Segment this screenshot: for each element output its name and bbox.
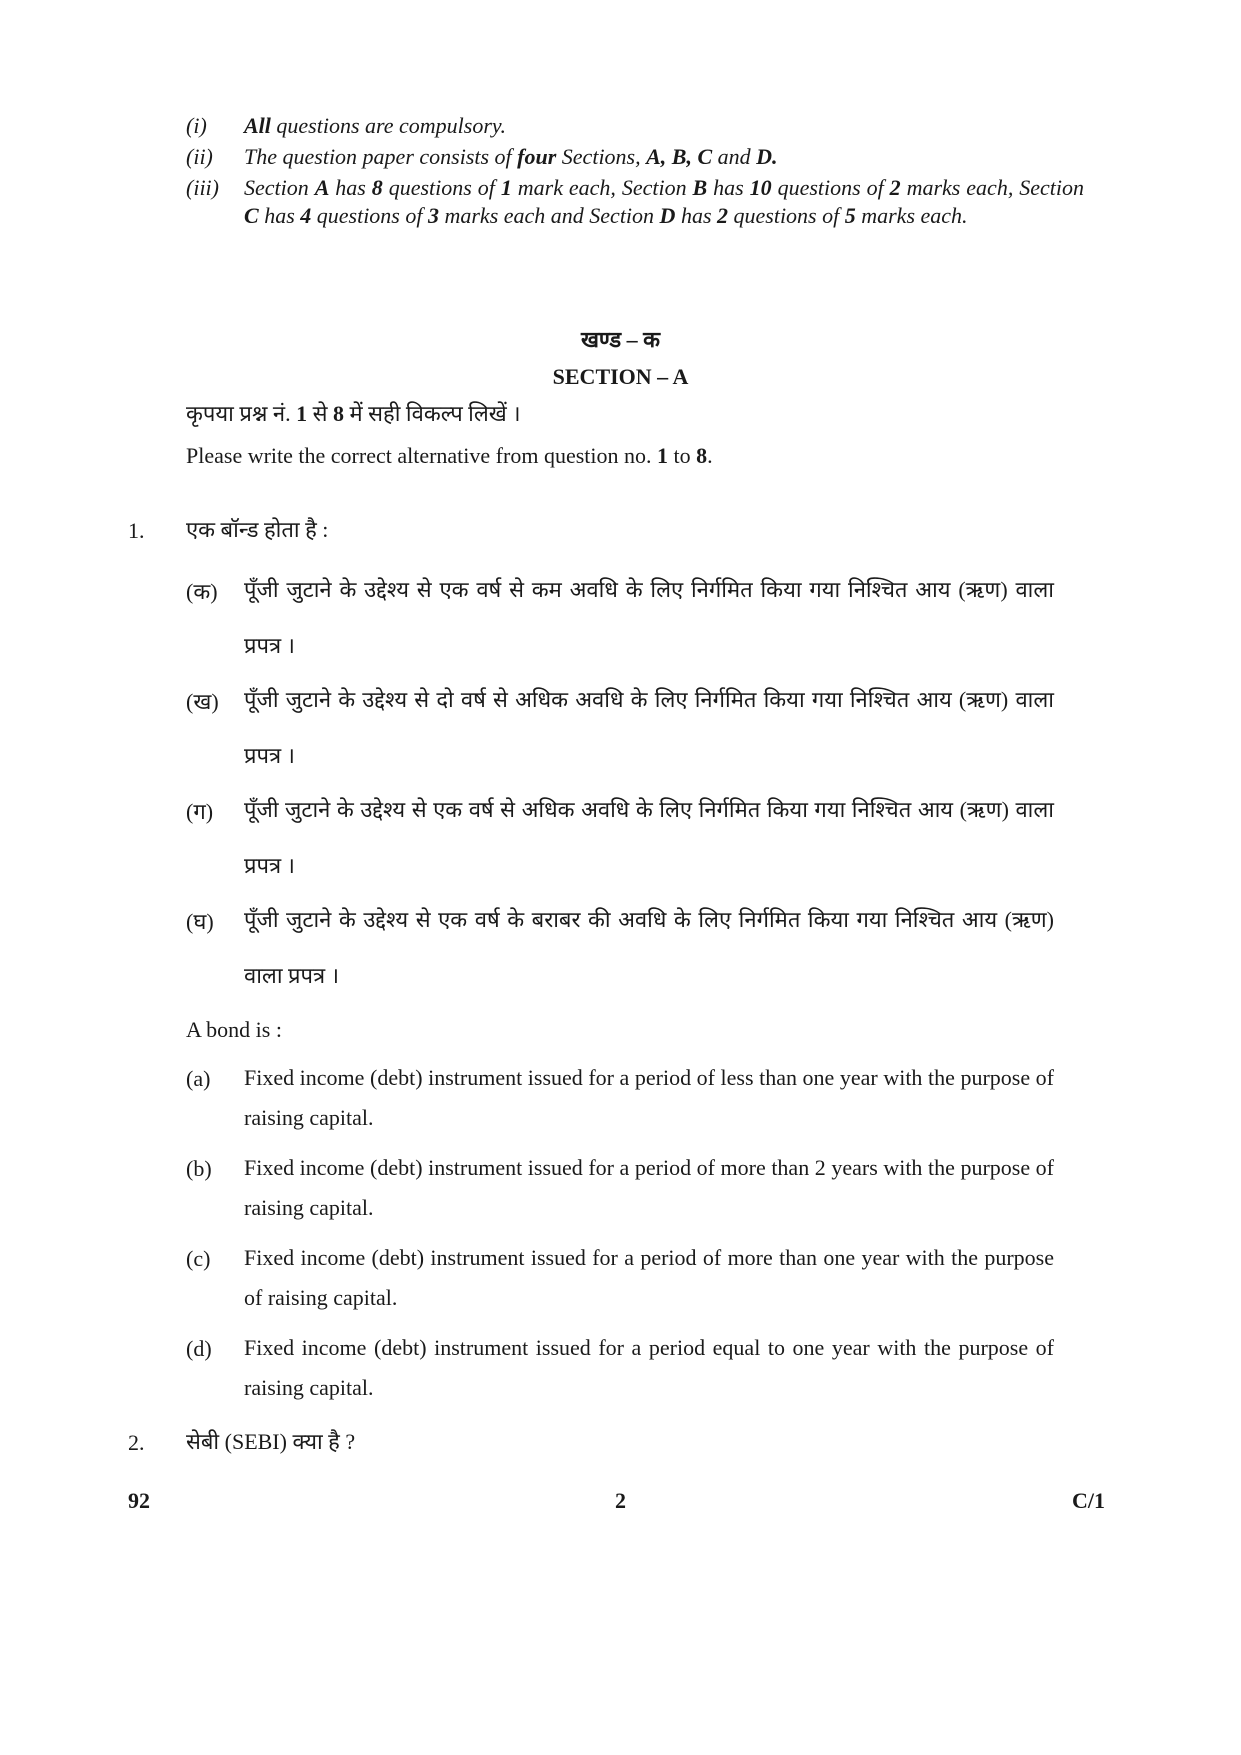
option-text: Fixed income (debt) instrument issued for a period of less than one year with the purpose of raising capital. <box>244 1065 1054 1130</box>
option-label: (ग) <box>186 799 214 824</box>
option-label: (क) <box>186 579 218 604</box>
option-text: Fixed income (debt) instrument issued for a period of more than one year with the purpose of raising capital. <box>244 1245 1054 1310</box>
option-label: (b) <box>186 1156 212 1181</box>
question-hindi-stem: एक बॉन्ड होता है : <box>186 517 329 542</box>
option-text: पूँजी जुटाने के उद्देश्य से एक वर्ष से कम अवधि के लिए निर्गमित किया गया निश्चित आय (ऋण) वाला प्रपत्र । <box>244 577 1054 658</box>
question-english-stem: A bond is : <box>186 1017 282 1042</box>
section-hindi-title: खण्ड – क <box>580 327 661 352</box>
question-number: 1. <box>128 518 145 543</box>
option-label: (घ) <box>186 909 214 934</box>
section-hindi-prompt: कृपया प्रश्न नं. 1 से 8 में सही विकल्प लिखें । <box>186 401 521 426</box>
option-label: (a) <box>186 1066 211 1091</box>
instruction-text: Section A has 8 questions of 1 mark each, Section B has 10 questions of 2 marks each, Section C has 4 questions of 3 marks each and Section D has 2 questions of 5 marks each. <box>244 175 1084 228</box>
option-label: (d) <box>186 1336 212 1361</box>
instruction-number: (i) <box>186 113 207 138</box>
option-text: पूँजी जुटाने के उद्देश्य से एक वर्ष से अधिक अवधि के लिए निर्गमित किया गया निश्चित आय (ऋण) वाला प्रपत्र । <box>244 797 1054 878</box>
option-text: Fixed income (debt) instrument issued for a period equal to one year with the purpose of raising capital. <box>244 1335 1054 1400</box>
question-number: 2. <box>128 1430 145 1455</box>
instruction-number: (ii) <box>186 144 213 169</box>
section-english-prompt: Please write the correct alternative from question no. 1 to 8. <box>186 443 713 468</box>
footer-code: 92 <box>128 1488 150 1513</box>
option-label: (c) <box>186 1246 211 1271</box>
option-label: (ख) <box>186 689 219 714</box>
footer-page-number: 2 <box>615 1488 626 1513</box>
instruction-text: All questions are compulsory. <box>244 113 506 138</box>
footer-set: C/1 <box>1072 1488 1105 1513</box>
question-hindi-stem: सेबी (SEBI) क्या है ? <box>186 1429 356 1454</box>
instruction-text: The question paper consists of four Sections, A, B, C and D. <box>244 144 778 169</box>
option-text: पूँजी जुटाने के उद्देश्य से दो वर्ष से अधिक अवधि के लिए निर्गमित किया गया निश्चित आय (ऋण) वाला प्रपत्र । <box>244 687 1054 768</box>
instruction-number: (iii) <box>186 175 219 200</box>
option-text: पूँजी जुटाने के उद्देश्य से एक वर्ष के बराबर की अवधि के लिए निर्गमित किया गया निश्चित आय (ऋण) वाला प्रपत्र । <box>244 907 1054 988</box>
section-english-title: SECTION – A <box>552 364 689 389</box>
option-text: Fixed income (debt) instrument issued for a period of more than 2 years with the purpose of raising capital. <box>244 1155 1054 1220</box>
